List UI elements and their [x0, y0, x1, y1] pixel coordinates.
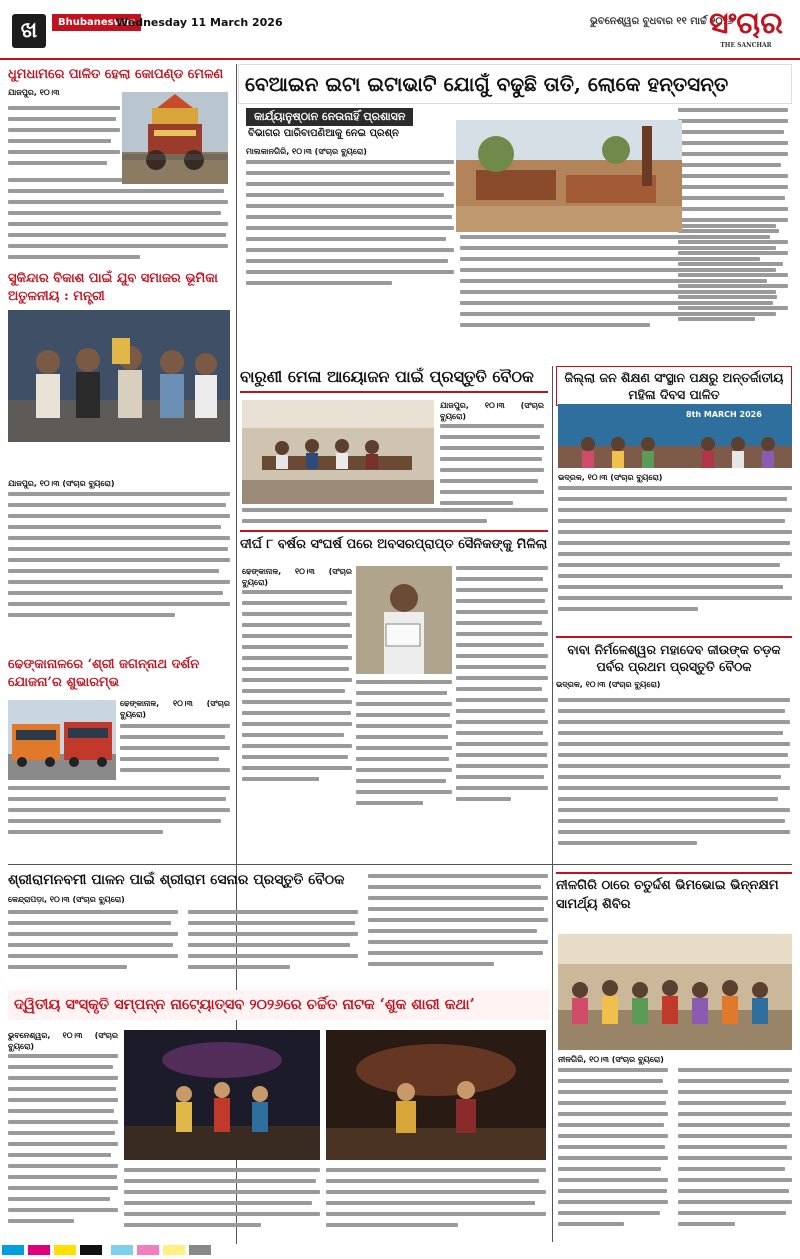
city-label: Bhubaneswar — [52, 14, 141, 31]
dateline: ଭୁବନେଶ୍ୱର, ୧୦।୩ (ସଂଚାର ବ୍ୟୁରୋ) — [8, 1031, 118, 1051]
dateline: ଢେଙ୍କାନାଳ, ୧୦।୩ (ସଂଚାର ବ୍ୟୁରୋ) — [120, 699, 230, 719]
felicitation-photo — [8, 310, 230, 442]
dateline: ଢେଙ୍କାନାଳ, ୧୦।୩ (ସଂଚାର ବ୍ୟୁରୋ) — [242, 567, 352, 587]
print-color-strip — [0, 1242, 800, 1259]
brick-kiln-photo — [456, 120, 682, 232]
dateline: ଯାଜପୁର, ୧୦।୩ (ସଂଚାର ବ୍ୟୁରୋ) — [440, 401, 544, 421]
article-drama-festival — [8, 990, 550, 1024]
article-ram-navami — [8, 870, 548, 986]
camp-photo — [558, 934, 792, 1050]
stage-photo-1 — [124, 1030, 320, 1160]
meeting-photo — [242, 400, 434, 504]
article-title: ଦ୍ୱିତୀୟ ସଂସ୍କୃତି ସମ୍ପନ୍ନ ନାଟ୍ୟୋତ୍ସବ ୨୦୨୬ରେ ଚର୍ଚ୍ଚିତ ନାଟକ ‘ଶୁକ ଶାରୀ କଥା’ — [8, 990, 550, 1020]
article-title: ଧୁମଧାମରେ ପାଳିତ ହେଲା କୋପଣ୍ଡ ମେଳଣ — [8, 67, 224, 82]
event-banner-text: 8th MARCH 2026 — [686, 410, 762, 419]
article-title: ଢେଙ୍କାନାଳରେ ‘ଶ୍ରୀ ଜଗନ୍ନାଥ ଦର୍ଶନ ଯୋଜନା’ର ଶୁଭାରମ୍ଭ — [8, 657, 200, 690]
dateline: ନୀଳଗିରି, ୧୦।୩ (ସଂଚାର ବ୍ୟୁରୋ) — [558, 1055, 664, 1064]
article-title: ଜିଲ୍ଲା ଜନ ଶିକ୍ଷଣ ସଂସ୍ଥାନ ପକ୍ଷରୁ ଅନ୍ତର୍ଜାତୀୟ ମହିଳା ଦିବସ ପାଳିତ — [556, 366, 792, 406]
dateline: ଯାଜପୁର, ୧୦।୩ (ସଂଚାର ବ୍ୟୁରୋ) — [8, 479, 115, 488]
article-title: ଶ୍ରୀରାମନବମୀ ପାଳନ ପାଇଁ ଶ୍ରୀରାମ ସେନାର ପ୍ରସ୍ତୁତି ବୈଠକ — [8, 872, 345, 888]
article-title: ବେଆଇନ ଇଟା ଇଟାଭାଟି ଯୋଗୁଁ ବଢୁଛି ତାତି, ଲୋକେ ହନ୍ତସନ୍ତ — [238, 64, 792, 104]
page-letter: ଖ — [12, 14, 46, 48]
brand-tagline: THE SANCHAR — [720, 42, 772, 49]
dateline: ଭଦ୍ରକ, ୧୦।୩ (ସଂଚାର ବ୍ୟୁରୋ) — [556, 680, 661, 689]
chariot-photo — [122, 92, 228, 184]
article-chadak-parba — [556, 636, 792, 856]
buses-photo — [8, 700, 116, 780]
dateline: ଯାଜପୁର, ୧୦।୩ — [8, 88, 60, 97]
article-title: ଦୀର୍ଘ ୮ ବର୍ଷର ସଂଘର୍ଷ ପରେ ଅବସରପ୍ରାପ୍ତ ସୈନିକଙ୍କୁ ମିଳିଲା — [240, 530, 548, 560]
date-odia: ଭୁବନେଶ୍ୱର ବୁଧବାର ୧୧ ମାର୍ଚ୍ଚ ୨୦୨୬ — [590, 16, 734, 27]
article-title: ବାବା ନିର୍ମଳେଶ୍ୱର ମହାଦେବ ଜୀଉଙ୍କ ଚଡ଼କ ପର୍ବର ପ୍ରଥମ ପ୍ରସ୍ତୁତି ବୈଠକ — [556, 636, 792, 675]
article-title: ନୀଳଗିରି ଠାରେ ଚତୁର୍ଦ୍ଦଶ ଭିମଭୋଇ ଭିନ୍ନକ୍ଷମ ସାମର୍ଥ୍ୟ ଶିବିର — [556, 872, 792, 914]
article-subhead: ବିଭାଗର ପାରିବାପଣିଆକୁ ନେଇ ପ୍ରଶ୍ନ — [248, 128, 399, 139]
article-title: ସୁକିନ୍ଦାର ବିକାଶ ପାଇଁ ଯୁବ ସମାଜର ଭୂମିକା ଅତୁଳନୀୟ : ମନ୍ତ୍ରୀ — [8, 271, 218, 304]
dateline: ମାଲକାନଗିରି, ୧୦।୩ (ସଂଚାର ବ୍ୟୁରୋ) — [246, 147, 367, 156]
dateline: ଭଦ୍ରକ, ୧୦।୩ (ସଂଚାର ବ୍ୟୁରୋ) — [558, 473, 663, 482]
soldier-photo — [356, 566, 452, 674]
brand-logo — [705, 4, 787, 48]
article-kicker: କାର୍ଯ୍ୟାନୁଷ୍ଠାନ ନେଉନାହିଁ ପ୍ରଶାସନ — [246, 108, 413, 126]
stage-photo-2 — [326, 1030, 546, 1160]
brand-name: ସଂଚାର — [709, 6, 783, 41]
womens-day-photo — [558, 404, 792, 468]
dateline: କେନ୍ଦ୍ରାପଡ଼ା, ୧୦।୩ (ସଂଚାର ବ୍ୟୁରୋ) — [8, 895, 125, 904]
masthead — [0, 0, 800, 60]
article-retired-soldier — [240, 530, 548, 560]
article-title: ବାରୁଣୀ ମେଳା ଆୟୋଜନ ପାଇଁ ପ୍ରସ୍ତୁତି ବୈଠକ — [240, 366, 548, 393]
date-english: Wednesday 11 March 2026 — [116, 16, 283, 29]
article-nilagiri-camp — [556, 872, 792, 932]
